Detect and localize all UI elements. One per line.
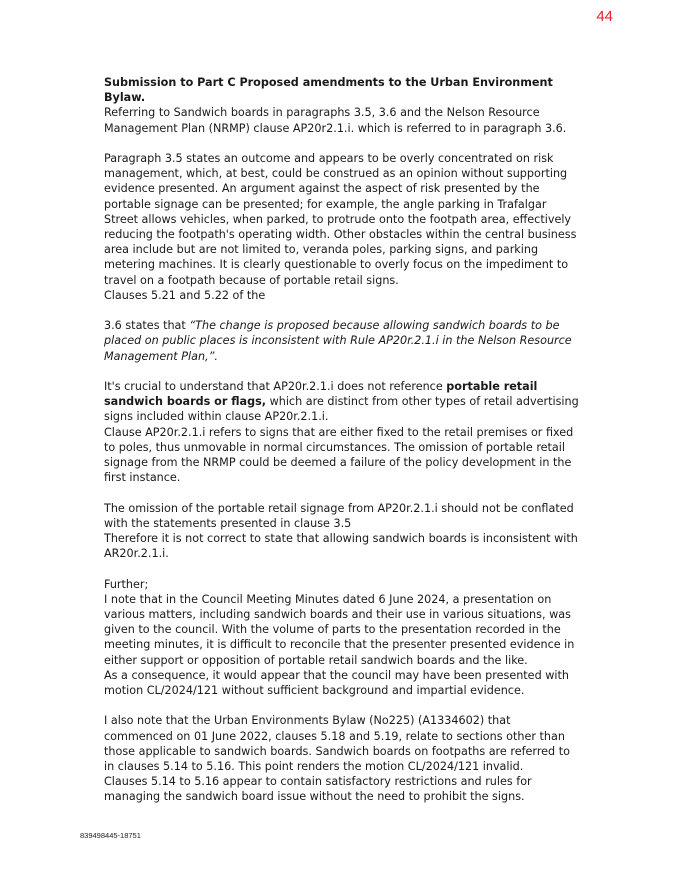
further-label: Further;: [104, 577, 149, 591]
paragraph-3-6-prefix: 3.6 states that: [104, 319, 190, 333]
crucial-bold-phrase: portable retail sandwich boards or flags,: [104, 380, 538, 409]
clauses-5-14-paragraph: Clauses 5.14 to 5.16 appear to contain satisfactory restrictions and rules for managing the sandwich board issue without the need to prohibit the signs.: [104, 775, 532, 804]
intro-paragraph: Referring to Sandwich boards in paragraphs 3.5, 3.6 and the Nelson Resource Management Plan (NRMP) clause AP20r2.1.i. which is referred to in paragraph 3.6.: [104, 106, 567, 135]
clause-fixed-paragraph: Clause AP20r.2.1.i refers to signs that are either fixed to the retail premises or fixed to poles, thus unmovable in normal circumstances. The omission of portable retail signage from the NRMP could be deemed a failure of the policy development in the first instance.: [104, 425, 574, 485]
consequence-paragraph: As a consequence, it would appear that the council may have been presented with motion CL/2024/121 without sufficient background and impartial evidence.: [104, 668, 569, 698]
page-number: 44: [596, 8, 613, 25]
paragraph-3-6-quote: “The change is proposed because allowing sandwich boards to be placed on public places is inconsistent with Rule AP20r.2.1.i in the Nelson Resource Management Plan,”.: [104, 319, 572, 363]
document-footer-id: 839498445-18751: [80, 831, 141, 840]
crucial-prefix: It's crucial to understand that AP20r.2.1.i does not reference: [104, 380, 447, 394]
document-heading: Submission to Part C Proposed amendments to the Urban Environment Bylaw.: [104, 76, 553, 105]
therefore-paragraph: Therefore it is not correct to state that allowing sandwich boards is inconsistent with AR20r.2.1.i.: [104, 532, 578, 561]
paragraph-3-5: Paragraph 3.5 states an outcome and appears to be overly concentrated on risk management, which, at best, could be construed as an opinion without supporting evidence presented. An argument against the aspect of risk presented by the portable signage can be presented; for example, the angle parking in Trafalgar Street allows vehicles, when parked, to protrude onto the footpath area, effectively reducing the footpath's operating width. Other obstacles within the central business area include but are not limited to, veranda poles, parking signs, and parking metering machines. It is clearly questionable to overly focus on the impediment to travel on a footpath because of portable retail signs.: [104, 152, 577, 287]
omission-paragraph: The omission of the portable retail signage from AP20r.2.1.i should not be conflated with the statements presented in clause 3.5: [104, 501, 574, 530]
document-body: [104, 75, 580, 805]
minutes-paragraph: I note that in the Council Meeting Minutes dated 6 June 2024, a presentation on various matters, including sandwich boards and their use in various situations, was given to the council. With the volume of parts to the presentation recorded in the meeting minutes, it is difficult to reconcile that the presenter presented evidence in either support or opposition of portable retail sandwich boards and the like.: [104, 592, 575, 667]
bylaw-paragraph: I also note that the Urban Environments Bylaw (No225) (A1334602) that commenced on 01 June 2022, clauses 5.18 and 5.19, relate to sections other than those applicable to sandwich boards. Sandwich boards on footpaths are referred to in clauses 5.14 to 5.16. This point renders the motion CL/2024/121 invalid.: [104, 714, 570, 774]
clauses-fragment: Clauses 5.21 and 5.22 of the: [104, 288, 266, 302]
crucial-paragraph: [104, 379, 580, 425]
crucial-suffix: which are distinct from other types of retail advertising signs included within clause AP20r.2.1.i.: [104, 395, 579, 424]
paragraph-3-6: [104, 318, 580, 364]
